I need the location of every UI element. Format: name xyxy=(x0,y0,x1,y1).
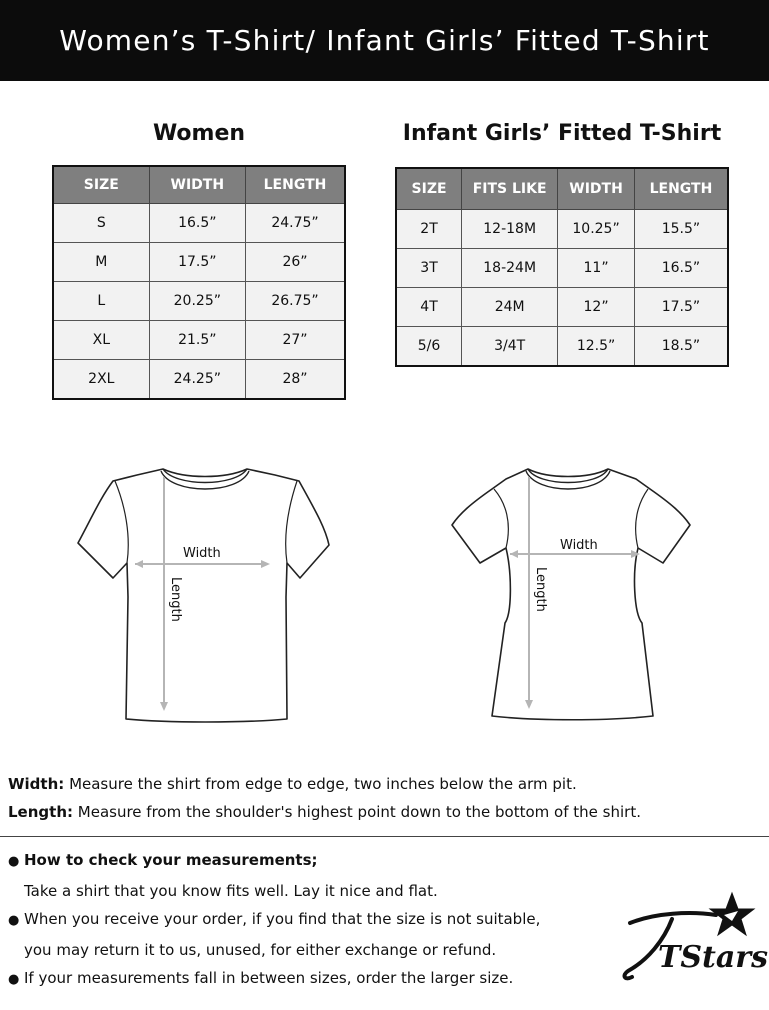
table-row xyxy=(396,327,728,367)
page-banner xyxy=(0,0,769,81)
table-cell: 16.5” xyxy=(149,204,245,243)
table-cell: 12” xyxy=(558,288,635,327)
table-cell: 21.5” xyxy=(149,321,245,360)
table-cell: 10.25” xyxy=(558,210,635,249)
divider xyxy=(0,836,769,837)
table-cell: 3T xyxy=(396,249,462,288)
table-header-row xyxy=(53,166,345,204)
table-row xyxy=(53,321,345,360)
column-header: LENGTH xyxy=(634,168,728,210)
women-title: Women xyxy=(152,121,246,146)
length-text: Measure from the shoulder's highest point down to the bottom of the shirt. xyxy=(77,803,641,821)
width-definition xyxy=(8,775,577,793)
column-header: WIDTH xyxy=(558,168,635,210)
column-header: FITS LIKE xyxy=(462,168,558,210)
infant-size-table xyxy=(395,167,729,367)
table-cell: XL xyxy=(53,321,149,360)
table-cell: 18-24M xyxy=(462,249,558,288)
tstars-logo xyxy=(620,885,768,994)
logo-text: TStars xyxy=(658,940,768,975)
banner-title: Women’s T-Shirt/ Infant Girls’ Fitted T-Shirt xyxy=(59,24,710,57)
return-line-1: When you receive your order, if you find that the size is not suitable, xyxy=(24,910,541,928)
table-cell: 17.5” xyxy=(634,288,728,327)
column-header: WIDTH xyxy=(149,166,245,204)
table-cell: 26.75” xyxy=(246,282,346,321)
women-shirt-diagram xyxy=(75,465,335,730)
table-row xyxy=(53,204,345,243)
column-header: SIZE xyxy=(53,166,149,204)
table-cell: 4T xyxy=(396,288,462,327)
length-label: Length xyxy=(168,577,183,622)
return-line-2: you may return it to us, unused, for either exchange or refund. xyxy=(24,940,497,959)
table-header-row xyxy=(396,168,728,210)
measurement-notes xyxy=(8,846,540,995)
table-row xyxy=(396,288,728,327)
column-header: SIZE xyxy=(396,168,462,210)
table-row xyxy=(53,243,345,282)
table-cell: 16.5” xyxy=(634,249,728,288)
infant-shirt-diagram xyxy=(450,463,695,728)
table-cell: 5/6 xyxy=(396,327,462,367)
column-header: LENGTH xyxy=(246,166,346,204)
length-term: Length: xyxy=(8,803,73,821)
list-item xyxy=(8,846,540,877)
width-label: Width xyxy=(560,538,598,553)
table-cell: 24M xyxy=(462,288,558,327)
list-item xyxy=(8,964,540,995)
length-label: Length xyxy=(533,567,548,612)
women-size-table xyxy=(52,165,346,400)
table-row xyxy=(396,210,728,249)
table-cell: 2T xyxy=(396,210,462,249)
table-row xyxy=(53,360,345,400)
table-cell: 24.75” xyxy=(246,204,346,243)
table-row xyxy=(396,249,728,288)
table-row xyxy=(53,282,345,321)
table-cell: 11” xyxy=(558,249,635,288)
bullet-icon: ● xyxy=(8,854,20,869)
list-item xyxy=(8,905,540,936)
length-definition xyxy=(8,803,641,821)
table-cell: 12-18M xyxy=(462,210,558,249)
table-cell: L xyxy=(53,282,149,321)
width-label: Width xyxy=(183,546,221,561)
how-text: Take a shirt that you know fits well. Lay it nice and flat. xyxy=(24,881,438,900)
table-cell: 18.5” xyxy=(634,327,728,367)
table-cell: 3/4T xyxy=(462,327,558,367)
width-term: Width: xyxy=(8,775,65,793)
bullet-icon: ● xyxy=(8,913,20,928)
width-text: Measure the shirt from edge to edge, two inches below the arm pit. xyxy=(69,775,577,793)
bullet-icon: ● xyxy=(8,972,20,987)
table-cell: 26” xyxy=(246,243,346,282)
table-cell: 15.5” xyxy=(634,210,728,249)
infant-title: Infant Girls’ Fitted T-Shirt xyxy=(402,121,722,146)
table-cell: 24.25” xyxy=(149,360,245,400)
table-cell: M xyxy=(53,243,149,282)
table-cell: 27” xyxy=(246,321,346,360)
table-cell: 12.5” xyxy=(558,327,635,367)
table-cell: 2XL xyxy=(53,360,149,400)
table-cell: 17.5” xyxy=(149,243,245,282)
table-cell: S xyxy=(53,204,149,243)
table-cell: 28” xyxy=(246,360,346,400)
between-text: If your measurements fall in between sizes, order the larger size. xyxy=(24,969,514,987)
table-cell: 20.25” xyxy=(149,282,245,321)
how-title: How to check your measurements; xyxy=(24,851,318,869)
